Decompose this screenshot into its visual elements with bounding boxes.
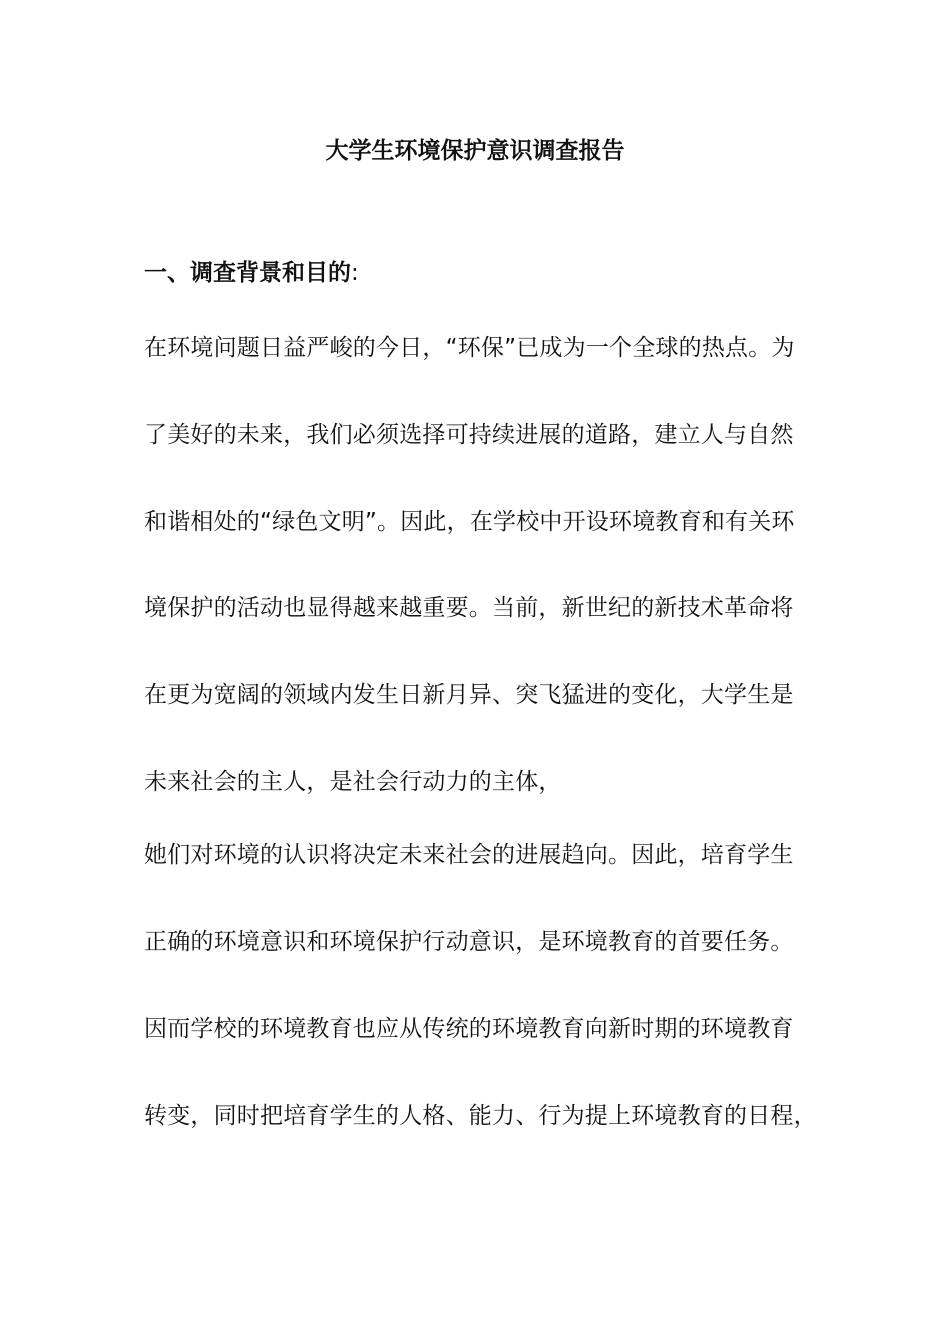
paragraph-line: 和谐相处的“绿色文明”。因此，在学校中开设环境教育和有关环 bbox=[144, 509, 795, 535]
paragraph-line: 转变，同时把培育学生的人格、能力、行为提上环境教育的日程， bbox=[144, 1103, 817, 1129]
paragraph-line: 未来社会的主人，是社会行动力的主体， bbox=[144, 769, 562, 795]
paragraph-line: 她们对环境的认识将决定未来社会的进展趋向。因此，培育学生 bbox=[144, 842, 794, 868]
paragraph-line: 正确的环境意识和环境保护行动意识，是环境教育的首要任务。 bbox=[144, 929, 794, 955]
paragraph-line: 因而学校的环境教育也应从传统的环境教育向新时期的环境教育 bbox=[144, 1016, 794, 1042]
section-heading-text: 一、调查背景和目的 bbox=[144, 260, 351, 286]
paragraph-line: 在环境问题日益严峻的今日，“环保”已成为一个全球的热点。为 bbox=[144, 335, 795, 361]
paragraph-line: 了美好的未来，我们必须选择可持续进展的道路，建立人与自然 bbox=[144, 422, 794, 448]
paragraph-line: 在更为宽阔的领域内发生日新月异、突飞猛进的变化，大学生是 bbox=[144, 682, 794, 708]
document-title: 大学生环境保护意识调查报告 bbox=[325, 138, 625, 164]
section-heading-colon: : bbox=[351, 260, 359, 286]
paragraph-line: 境保护的活动也显得越来越重要。当前，新世纪的新技术革命将 bbox=[144, 595, 794, 621]
section-heading bbox=[144, 258, 359, 288]
